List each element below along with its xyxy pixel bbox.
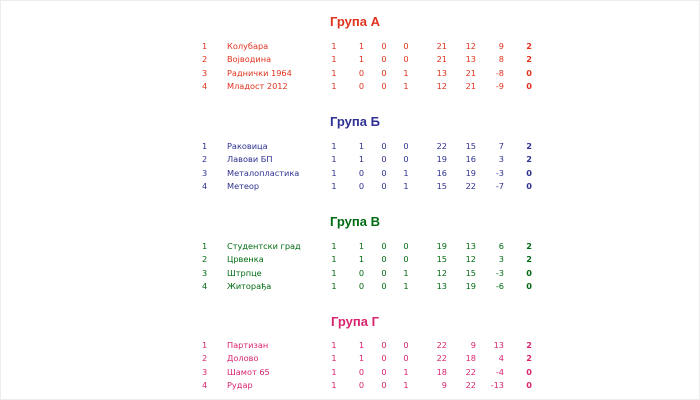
lost-cell: 1: [403, 267, 409, 278]
goal-difference-cell: -13: [490, 380, 504, 391]
team-name: Партизан: [227, 340, 269, 351]
team-name: Црвенка: [227, 254, 264, 265]
table-row: [196, 339, 532, 352]
table-row: [196, 366, 532, 379]
won-cell: 1: [358, 353, 365, 364]
goals-against-cell: 22: [465, 366, 476, 377]
goals-against-cell: 12: [465, 254, 476, 265]
won-cell: 1: [358, 241, 365, 252]
position-cell: 3: [202, 366, 208, 377]
group-title: Група Г: [331, 314, 379, 329]
lost-cell: 0: [403, 254, 409, 265]
team-name: Студентски град: [227, 241, 301, 252]
goals-against-cell: 18: [465, 353, 476, 364]
position-cell: 3: [202, 267, 208, 278]
goals-for-cell: 13: [436, 67, 447, 78]
lost-cell: 1: [403, 181, 409, 192]
team-name: Раковица: [227, 141, 268, 152]
team-name: Штрпце: [227, 267, 262, 278]
team-name: Рудар: [227, 380, 253, 391]
goal-difference-cell: 7: [498, 141, 504, 152]
goal-difference-cell: 6: [498, 241, 504, 252]
won-cell: 1: [358, 54, 365, 65]
team-name: Војводина: [227, 54, 272, 65]
position-cell: 2: [202, 54, 208, 65]
position-cell: 2: [202, 254, 208, 265]
played-cell: 1: [331, 281, 337, 292]
won-cell: 0: [358, 267, 365, 278]
drawn-cell: 0: [381, 81, 387, 92]
points-cell: 0: [526, 167, 532, 178]
points-cell: 0: [526, 81, 532, 92]
drawn-cell: 0: [381, 41, 387, 52]
played-cell: 1: [331, 380, 337, 391]
won-cell: 1: [358, 141, 365, 152]
drawn-cell: 0: [381, 380, 387, 391]
goals-against-cell: 9: [470, 340, 476, 351]
goal-difference-cell: -8: [495, 67, 504, 78]
team-name: Металопластика: [227, 167, 300, 178]
team-name: Шамот 65: [227, 366, 270, 377]
goals-for-cell: 21: [436, 54, 447, 65]
lost-cell: 1: [403, 67, 409, 78]
table-row: [196, 80, 532, 93]
lost-cell: 0: [403, 353, 409, 364]
position-cell: 4: [202, 380, 208, 391]
drawn-cell: 0: [381, 254, 387, 265]
drawn-cell: 0: [381, 340, 387, 351]
goals-against-cell: 21: [465, 67, 476, 78]
drawn-cell: 0: [381, 281, 387, 292]
table-row: [196, 352, 532, 365]
goal-difference-cell: -4: [495, 366, 504, 377]
won-cell: 0: [358, 81, 365, 92]
team-name: Долово: [227, 353, 259, 364]
played-cell: 1: [331, 54, 337, 65]
position-cell: 1: [202, 141, 208, 152]
goals-for-cell: 15: [436, 181, 447, 192]
goals-for-cell: 12: [436, 267, 447, 278]
lost-cell: 0: [403, 141, 409, 152]
goals-against-cell: 13: [465, 54, 476, 65]
position-cell: 1: [202, 340, 208, 351]
standings-table: [196, 339, 532, 392]
goal-difference-cell: -3: [495, 267, 504, 278]
table-row: [196, 140, 532, 153]
lost-cell: 0: [403, 340, 409, 351]
goals-against-cell: 12: [465, 41, 476, 52]
goals-for-cell: 12: [436, 81, 447, 92]
position-cell: 1: [202, 241, 208, 252]
points-cell: 0: [526, 281, 532, 292]
position-cell: 4: [202, 181, 208, 192]
played-cell: 1: [331, 81, 337, 92]
table-row: [196, 40, 532, 53]
goals-for-cell: 21: [436, 41, 447, 52]
played-cell: 1: [331, 267, 337, 278]
goals-for-cell: 15: [436, 254, 447, 265]
drawn-cell: 0: [381, 181, 387, 192]
drawn-cell: 0: [381, 353, 387, 364]
points-cell: 0: [526, 380, 532, 391]
goals-for-cell: 16: [436, 167, 447, 178]
goal-difference-cell: 3: [498, 154, 504, 165]
team-name: Раднички 1964: [227, 67, 292, 78]
won-cell: 0: [358, 67, 365, 78]
played-cell: 1: [331, 353, 337, 364]
drawn-cell: 0: [381, 366, 387, 377]
points-cell: 0: [526, 181, 532, 192]
points-cell: 2: [526, 54, 532, 65]
goals-for-cell: 13: [436, 281, 447, 292]
drawn-cell: 0: [381, 167, 387, 178]
played-cell: 1: [331, 167, 337, 178]
position-cell: 2: [202, 154, 208, 165]
points-cell: 2: [526, 154, 532, 165]
drawn-cell: 0: [381, 54, 387, 65]
table-row: [196, 267, 532, 280]
won-cell: 0: [358, 366, 365, 377]
won-cell: 0: [358, 181, 365, 192]
goals-for-cell: 19: [436, 154, 447, 165]
points-cell: 0: [526, 366, 532, 377]
points-cell: 0: [526, 267, 532, 278]
goal-difference-cell: 3: [498, 254, 504, 265]
played-cell: 1: [331, 340, 337, 351]
position-cell: 3: [202, 167, 208, 178]
table-row: [196, 240, 532, 253]
team-name: Метеор: [227, 181, 260, 192]
drawn-cell: 0: [381, 154, 387, 165]
won-cell: 1: [358, 154, 365, 165]
goal-difference-cell: 13: [493, 340, 504, 351]
standings-table: [196, 240, 532, 293]
position-cell: 3: [202, 67, 208, 78]
drawn-cell: 0: [381, 141, 387, 152]
position-cell: 2: [202, 353, 208, 364]
played-cell: 1: [331, 254, 337, 265]
lost-cell: 1: [403, 167, 409, 178]
won-cell: 0: [358, 167, 365, 178]
group-title: Група Б: [330, 114, 380, 129]
table-row: [196, 53, 532, 66]
goal-difference-cell: -9: [495, 81, 504, 92]
played-cell: 1: [331, 366, 337, 377]
lost-cell: 0: [403, 41, 409, 52]
group-title: Група А: [330, 14, 380, 29]
goal-difference-cell: 9: [498, 41, 504, 52]
played-cell: 1: [331, 181, 337, 192]
team-name: Колубара: [227, 41, 269, 52]
won-cell: 0: [358, 380, 365, 391]
position-cell: 4: [202, 81, 208, 92]
position-cell: 4: [202, 281, 208, 292]
goals-against-cell: 13: [465, 241, 476, 252]
won-cell: 0: [358, 281, 365, 292]
drawn-cell: 0: [381, 267, 387, 278]
played-cell: 1: [331, 241, 337, 252]
goals-for-cell: 22: [436, 340, 447, 351]
lost-cell: 0: [403, 154, 409, 165]
points-cell: 2: [526, 41, 532, 52]
points-cell: 0: [526, 67, 532, 78]
lost-cell: 0: [403, 241, 409, 252]
standings-table: [196, 140, 532, 193]
lost-cell: 1: [403, 281, 409, 292]
table-row: [196, 180, 532, 193]
goals-for-cell: 19: [436, 241, 447, 252]
goals-for-cell: 9: [441, 380, 447, 391]
goals-against-cell: 16: [465, 154, 476, 165]
table-row: [196, 379, 532, 392]
goals-against-cell: 22: [465, 380, 476, 391]
won-cell: 1: [358, 254, 365, 265]
table-row: [196, 280, 532, 293]
points-cell: 2: [526, 340, 532, 351]
points-cell: 2: [526, 141, 532, 152]
goals-for-cell: 18: [436, 366, 447, 377]
table-row: [196, 167, 532, 180]
lost-cell: 0: [403, 54, 409, 65]
goals-against-cell: 21: [465, 81, 476, 92]
won-cell: 1: [358, 340, 365, 351]
played-cell: 1: [331, 154, 337, 165]
played-cell: 1: [331, 67, 337, 78]
position-cell: 1: [202, 41, 208, 52]
points-cell: 2: [526, 353, 532, 364]
standings-table: [196, 40, 532, 93]
team-name: Младост 2012: [227, 81, 288, 92]
won-cell: 1: [358, 41, 365, 52]
drawn-cell: 0: [381, 241, 387, 252]
goals-against-cell: 19: [465, 167, 476, 178]
goals-against-cell: 22: [465, 181, 476, 192]
group-title: Група В: [330, 214, 380, 229]
team-name: Лавови БП: [227, 154, 273, 165]
played-cell: 1: [331, 141, 337, 152]
team-name: Житорађа: [227, 281, 272, 292]
goals-for-cell: 22: [436, 141, 447, 152]
goal-difference-cell: 8: [498, 54, 504, 65]
points-cell: 2: [526, 254, 532, 265]
lost-cell: 1: [403, 380, 409, 391]
points-cell: 2: [526, 241, 532, 252]
goal-difference-cell: -6: [495, 281, 504, 292]
lost-cell: 1: [403, 366, 409, 377]
table-row: [196, 67, 532, 80]
goal-difference-cell: 4: [498, 353, 504, 364]
goals-against-cell: 15: [465, 141, 476, 152]
lost-cell: 1: [403, 81, 409, 92]
goals-for-cell: 22: [436, 353, 447, 364]
table-row: [196, 253, 532, 266]
played-cell: 1: [331, 41, 337, 52]
table-row: [196, 153, 532, 166]
drawn-cell: 0: [381, 67, 387, 78]
goals-against-cell: 19: [465, 281, 476, 292]
goals-against-cell: 15: [465, 267, 476, 278]
goal-difference-cell: -3: [495, 167, 504, 178]
goal-difference-cell: -7: [495, 181, 504, 192]
